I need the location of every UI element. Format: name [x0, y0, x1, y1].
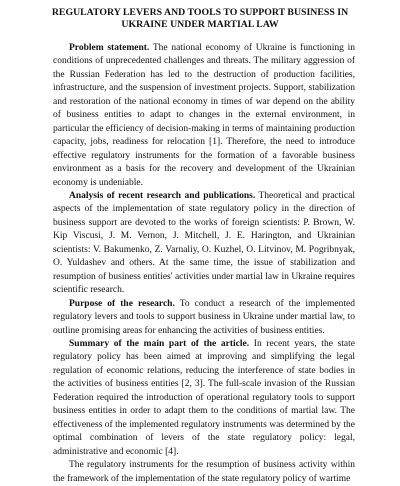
paragraph-summary — [53, 338, 355, 459]
paragraph-text: In recent years, the state regulatory policy has been aimed at improving and simplifying the legal regulation of economic relations, reducing the interference of state bodies in the activities of business entities [2, 3]. The full-scale invasion of the Russian Federation required the introduction of operational regulatory tools to support business entities in order to adapt them to the conditions of martial law. The effectiveness of the implemented regulatory instruments was determined by the optimal combination of levers of the state regulatory policy: legal, administrative and economic [4]. — [53, 338, 355, 457]
paragraph-heading: Summary of the main part of the article. — [69, 338, 250, 349]
article-body — [53, 42, 355, 486]
paragraph-purpose — [53, 298, 355, 338]
paragraph-heading: Purpose of the research. — [69, 298, 175, 309]
paragraph-problem-statement — [53, 42, 355, 190]
article-title-line-1: REGULATORY LEVERS AND TOOLS TO SUPPORT BUSINESS IN — [51, 7, 349, 18]
paragraph-regulatory-instruments — [53, 459, 355, 486]
paragraph-text: To conduct a research of the implemented regulatory levers and tools to support business in Ukraine under martial law, to outline promising areas for enhancing the activities of business entities. — [53, 298, 355, 336]
paragraph-text: The national economy of Ukraine is functioning in conditions of unprecedented challenges and threats. The military aggression of the Russian Federation has led to the destruction of production facilities, infrastructure, and the suspension of investment projects. Support, stabilization and restoration of the national economy in times of war depend on the ability of business entities to adapt to changes in the external environment, in particular the efficiency of decision-making in terms of maintaining production capacity, jobs, readiness for relocation [1]. Therefore, the need to introduce effective regulatory instruments for the formation of a favorable business environment as a basis for the recovery and development of the Ukrainian economy is undeniable. — [53, 43, 356, 188]
paragraph-text: The regulatory instruments for the resumption of business activity within the framework of the implementation of the state regulatory policy of wartime — [53, 460, 355, 484]
paragraph-text: Theoretical and practical aspects of the implementation of state regulatory policy in the direction of business support are devoted to the works of foreign scientists: P. Brown, W. Kip Viscusi, J. M. Vernon, J. Mitchell, J. E. Harington, and Ukrainian scientists: V. Bakumenko, Z. Varnaliy, O. Kuzhel, O. Litvinov, M. Pogribnyak, O. Yuldashev and others. At the same time, the issue of stabilization and resumption of business entities' activities under martial law in Ukraine requires scientific research. — [53, 190, 355, 296]
paragraph-analysis — [53, 190, 355, 298]
paragraph-heading: Problem statement. — [69, 43, 150, 53]
paragraph-heading: Analysis of recent research and publications. — [69, 190, 256, 201]
article-title-line-2: UKRAINE UNDER MARTIAL LAW — [121, 19, 279, 30]
